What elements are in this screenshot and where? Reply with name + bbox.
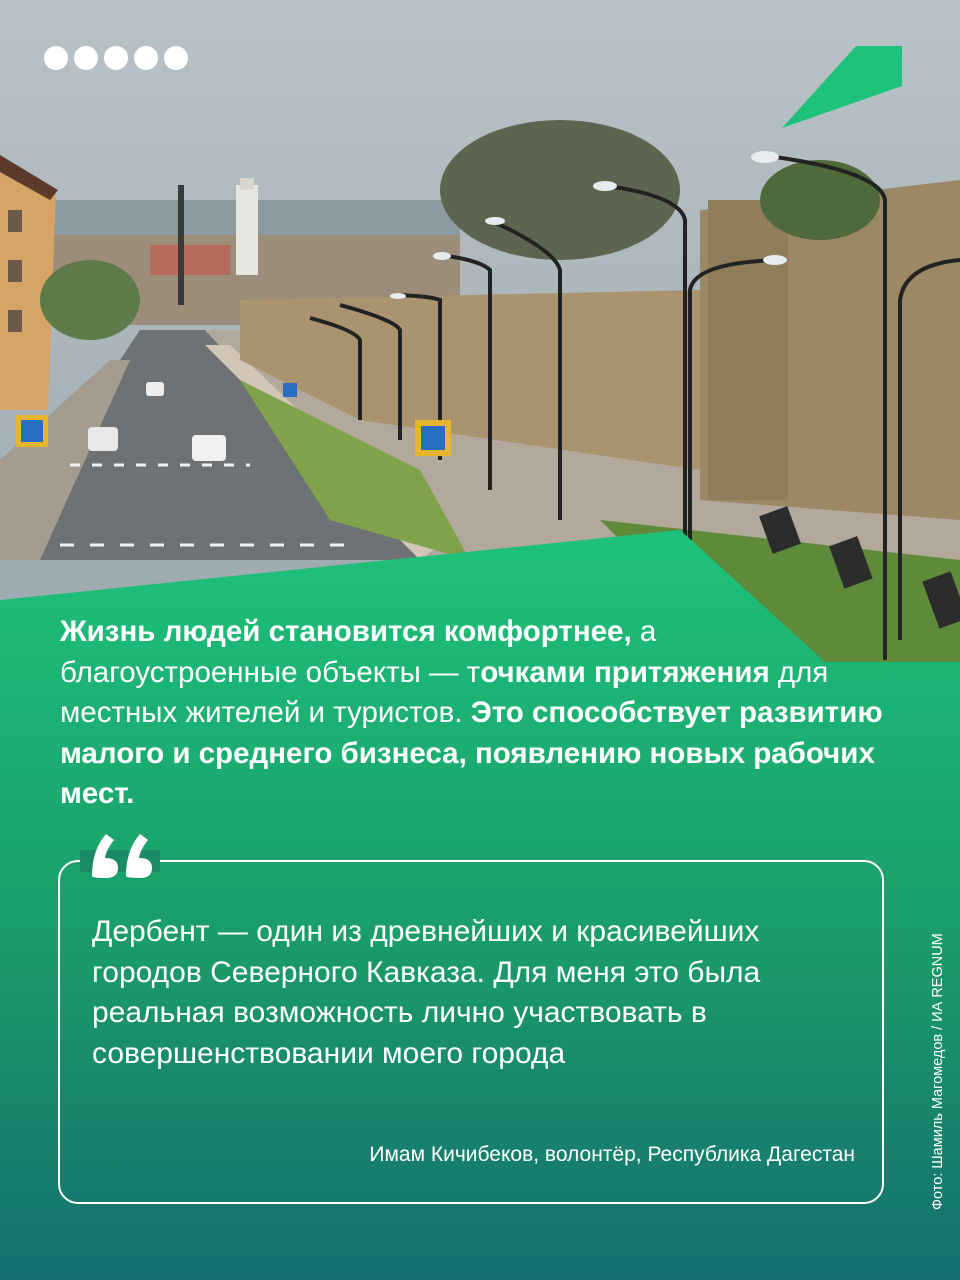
dot-icon — [104, 46, 128, 70]
dot-icon — [164, 46, 188, 70]
main-text-sentence-4: Это способствует развитию малого и среднего бизнеса, появлению новых рабочих мест. — [60, 696, 883, 810]
main-statement — [60, 612, 900, 815]
main-text-sentence-1: Жизнь людей становится комфортнее, — [60, 615, 632, 648]
green-parallelogram-logo-icon — [782, 46, 902, 128]
main-text-highlight: очками притяжения — [480, 655, 770, 689]
dot-icon — [134, 46, 158, 70]
main-text-sentence-3: для местных жителей и туристов. — [60, 655, 829, 729]
quote-author: Имам Кичибеков, волонтёр, Республика Дагестан — [369, 1143, 855, 1166]
dot-icon — [74, 46, 98, 70]
quote-text: Дербент — один из древнейших и красивейших городов Северного Кавказа. Для меня это была реальная возможность лично участвовать в совершенствовании моего города — [92, 915, 761, 1070]
photo-credit: Фото: Шамиль Магомедов / ИА REGNUM — [930, 933, 946, 1210]
quote-mark-icon — [88, 820, 158, 890]
five-dots-icon — [44, 46, 188, 70]
main-text-sentence-2: а благоустроенные объекты — т — [60, 615, 657, 689]
dot-icon — [44, 46, 68, 70]
